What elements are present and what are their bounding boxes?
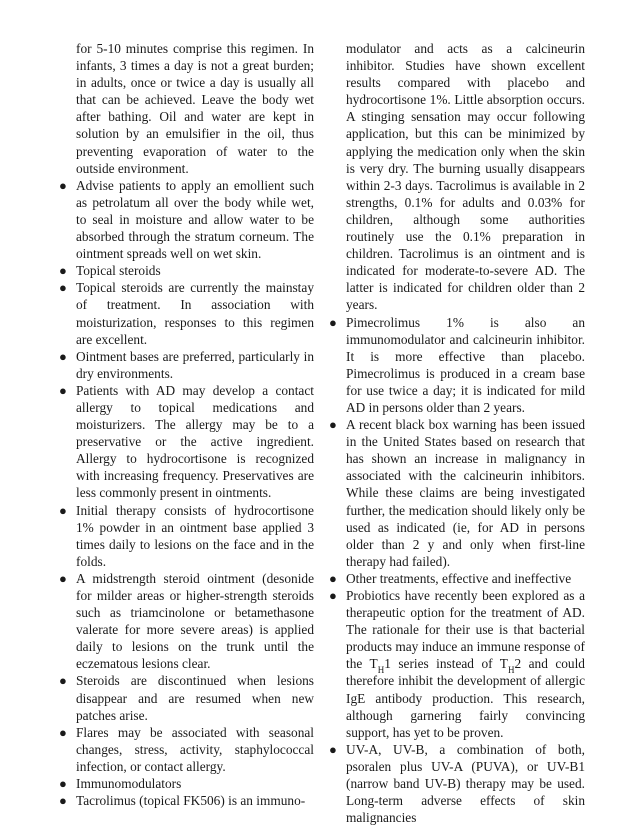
list-item: ● Other treatments, effective and ineffective [329, 570, 572, 586]
bullet-icon: ● [329, 741, 337, 757]
bullet-icon: ● [59, 382, 67, 398]
bullet-icon: ● [59, 793, 67, 809]
list-item: ● Topical steroids [59, 263, 161, 279]
bullet-icon: ● [329, 588, 337, 603]
left-continuation-paragraph: for 5-10 minutes comprise this regimen. In infants, 3 times a day is not a great burden; in adults, once or twice a day is usually all that can be achieved. Leave the body wet after bathing. Oil and water are kept in solution by an emulsifier in the oil, thus preventing evaporation of water to the outside environment. [76, 41, 314, 176]
list-item: ● Steroids are discontinued when lesions disappear and are resumed when new patches arise. [59, 673, 314, 723]
bullet-icon: ● [59, 280, 67, 296]
bullet-icon: ● [59, 673, 67, 689]
bullet-icon: ● [59, 776, 67, 792]
list-item: ● Tacrolimus (topical FK506) is an immuno- [59, 793, 306, 809]
list-item: ● Pimecrolimus 1% is also an immunomodulator and calcineurin inhibitor. It is more effective than placebo. Pimecrolimus is produced in a cream base for use twice a day; it is indicated for mild AD in persons older than 2 years. [329, 314, 585, 415]
list-item: ● A recent black box warning has been issued in the United States based on research that has shown an increase in malignancy in associated with the calcineurin inhibitors. While these claims are being investigated further, the medication should likely only be used as indicated (ie, for AD in persons older than 2 y and only when first-line therapy had failed). [329, 417, 585, 569]
bullet-icon: ● [59, 177, 67, 193]
bullet-icon: ● [59, 502, 67, 518]
bullet-icon: ● [59, 263, 67, 279]
list-item: ● Ointment bases are preferred, particularly in dry environments. [59, 348, 314, 381]
list-item: ● A midstrength steroid ointment (desonide for milder areas or higher-strength steroids such as triamcinolone or betamethasone valerate for more severe areas) is applied daily to lesions on the trunk until the eczematous lesions clear. [59, 570, 314, 672]
subscript-h: H [507, 665, 515, 676]
bullet-icon: ● [329, 314, 337, 330]
bullet-icon: ● [329, 417, 337, 433]
bullet-icon: ● [59, 724, 67, 740]
list-item: ● Patients with AD may develop a contact allergy to topical medications and moisturizers. The allergy may be to a preservative or the active ingredient. Allergy to hydrocortisone is recognized with increasing frequency. Preservatives are less commonly present in ointments. [59, 382, 314, 501]
bullet-icon: ● [329, 570, 337, 586]
list-item: ● Immunomodulators [59, 776, 182, 792]
list-item: ● Initial therapy consists of hydrocortisone 1% powder in an ointment base applied 3 times daily to lesions on the face and in the folds. [59, 502, 314, 569]
subscript-h: H [377, 665, 385, 676]
bullet-icon: ● [59, 570, 67, 586]
list-item-probiotics: ● Probiotics have recently been explored as a therapeutic option for the treatment of AD. The rationale for their use is that bacterial products may induce an immune response of the $T_H1$ series instead of $T_H2$ and could therefore inhibit the development of allergic IgE antibody production. This research, although garnering fairly convincing support, has yet to be proven. [329, 588, 585, 740]
bullet-icon: ● [59, 348, 67, 364]
right-continuation-paragraph: modulator and acts as a calcineurin inhibitor. Studies have shown excellent results compared with placebo and hydrocortisone 1%. Little absorption occurs. A stinging sensation may occur following application, but this can be minimized by applying the medication only when the skin is very dry. The burning usually disappears within 2-3 days. Tacrolimus is available in 2 strengths, 0.1% for adults and 0.03% for children, although some authorities routinely use the 0.1% preparation in children. Tacrolimus is an ointment and is indicated for moderate-to-severe AD. The latter is indicated for children older than 2 years. [346, 41, 585, 313]
list-item: ● Advise patients to apply an emollient such as petrolatum all over the body while wet, to seal in moisture and allow water to be absorbed through the stratum corneum. The ointment spreads well on wet skin. [59, 177, 314, 262]
list-item: ● Topical steroids are currently the mainstay of treatment. In association with moisturization, responses to this regimen are excellent. [59, 280, 314, 347]
list-item: ● UV-A, UV-B, a combination of both, psoralen plus UV-A (PUVA), or UV-B1 (narrow band UV-B) therapy may be used. Long-term adverse effects of skin malignancies [329, 741, 585, 826]
list-item: ● Flares may be associated with seasonal changes, stress, activity, staphylococcal infection, or contact allergy. [59, 724, 314, 774]
left-column [55, 40, 314, 809]
right-column [325, 40, 585, 826]
